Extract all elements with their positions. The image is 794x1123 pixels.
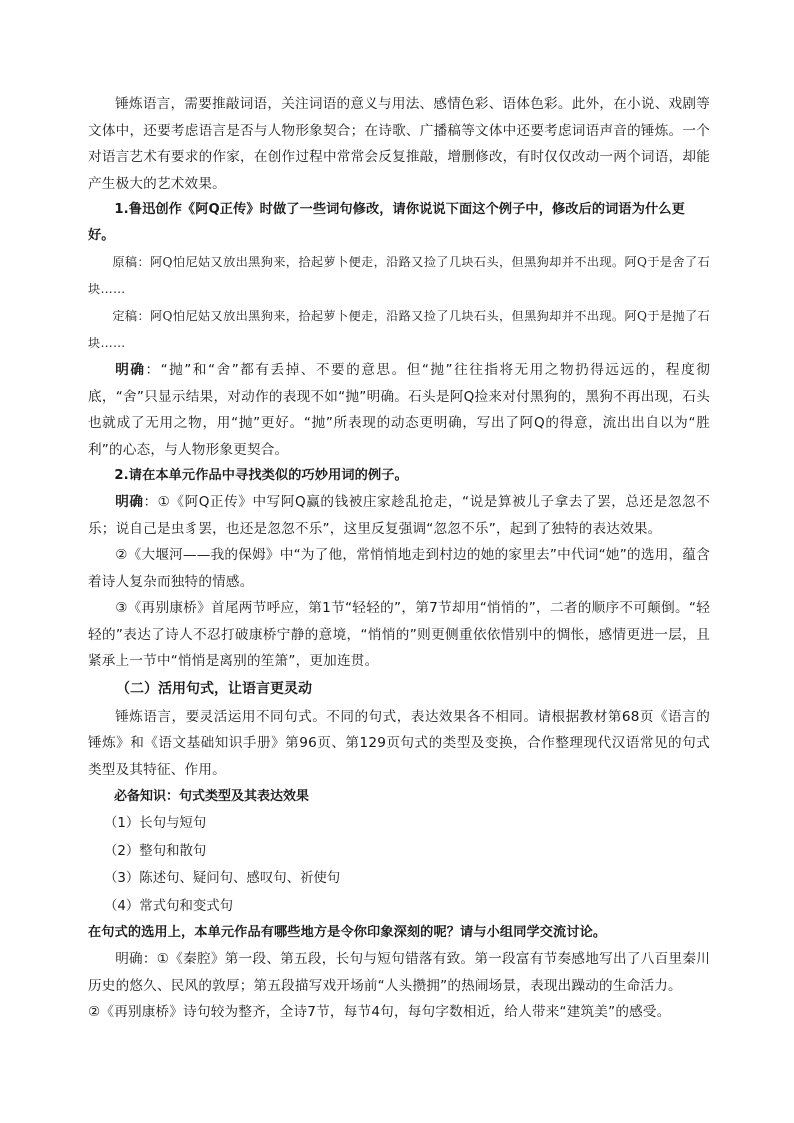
document-body	[88, 91, 710, 1026]
question-3: 在句式的选用上，本单元作品有哪些地方是令你印象深刻的呢？请与小组同学交流讨论。	[88, 925, 607, 940]
intro-paragraph: 锤炼语言，需要推敲词语，关注词语的意义与用法、感情色彩、语体色彩。此外，在小说、戏剧等文体中，还要考虑语言是否与人物形象契合；在诗歌、广播稿等文体中还要考虑词语声音的锤炼。一个对语言艺术有要求的作家，在创作过程中常常会反复推敲，增删修改，有时仅仅改动一两个词语，却能产生极大的艺术效果。	[88, 96, 710, 192]
answer-1	[88, 357, 710, 463]
list-item: （4）常式句和变式句	[104, 898, 234, 914]
answer-text: ：“抛”和“舍”都有丢掉、不要的意思。但“抛”往往指将无用之物扔得远远的，程度彻底，“舍”只显示结果，对动作的表现不如“抛”明确。石头是阿Q捡来对付黑狗的，黑狗不再出现，石头也就成了无用之物，用“抛”更好。“抛”所表现的动态更明确，写出了阿Q的得意，流出出自以为“胜利”的心态，与人物形象更契合。	[88, 362, 710, 458]
answer-text: ：①《阿Q正传》中写阿Q赢的钱被庄家趁乱抢走，“说是算被儿子拿去了罢，总还是忽忽不乐；说自己是虫豸罢，也还是忽忽不乐”，这里反复强调“忽忽不乐”，起到了独特的表达效果。	[88, 494, 710, 537]
answer-2	[88, 489, 710, 542]
answer-2-example-2: ②《大堰河——我的保姆》中“为了他，常悄悄地走到村边的她的家里去”中代词“她”的选用，蕴含着诗人复杂而独特的情感。	[88, 547, 710, 590]
answer-3-example-2: ②《再别康桥》诗句较为整齐，全诗7节，每节4句，每句字数相近，给人带来“建筑美”的感受。	[88, 1004, 671, 1020]
draft-quote: 原稿：阿Q怕尼姑又放出黑狗来，拾起萝卜便走，沿路又捡了几块石头，但黑狗却并不出现。阿Q于是舍了石块……	[88, 255, 710, 296]
knowledge-title: 必备知识：句式类型及其表达效果	[114, 789, 310, 804]
answer-label: 明确	[115, 494, 144, 510]
answer-text: ：①《秦腔》第一段、第五段，长句与短句错落有致。第一段富有节奏感地写出了八百里秦川历史的悠久、民风的敦厚；第五段描写戏开场前“人头攒拥”的热闹场景，表现出躁动的生命活力。	[88, 951, 710, 994]
answer-label: 明确	[115, 951, 143, 967]
section-heading: （二）活用句式，让语言更灵动	[116, 680, 312, 697]
answer-3	[88, 946, 710, 999]
answer-label: 明确	[115, 362, 146, 378]
answer-2-example-3: ③《再别康桥》首尾两节呼应，第1节“轻轻的”，第7节却用“悄悄的”，二者的顺序不可颠倒。“轻轻的”表达了诗人不忍打破康桥宁静的意境，“悄悄的”则更侧重依依惜别中的惆怅，感情更进一层，且紧承上一节中“悄悄是离别的笙箫”，更加连贯。	[88, 600, 710, 669]
list-item: （3）陈述句、疑问句、感叹句、祈使句	[104, 871, 341, 886]
question-1: 1.鲁迅创作《阿Q正传》时做了一些词句修改，请你说说下面这个例子中，修改后的词语为什么更好。	[88, 202, 685, 243]
list-item: （2）整句和散句	[104, 843, 207, 859]
question-2: 2.请在本单元作品中寻找类似的巧妙用词的例子。	[114, 468, 408, 483]
section-intro: 锤炼语言，要灵活运用不同句式。不同的句式，表达效果各不相同。请根据教材第68页《语言的锤炼》和《语文基础知识手册》第96页、第129页句式的类型及变换，合作整理现代汉语常见的句式类型及其特征、作用。	[88, 708, 710, 778]
final-quote: 定稿：阿Q怕尼姑又放出黑狗来，拾起萝卜便走，沿路又捡了几块石头，但黑狗却并不出现。阿Q于是抛了石块……	[88, 309, 710, 350]
list-item: （1）长句与短句	[104, 816, 207, 831]
